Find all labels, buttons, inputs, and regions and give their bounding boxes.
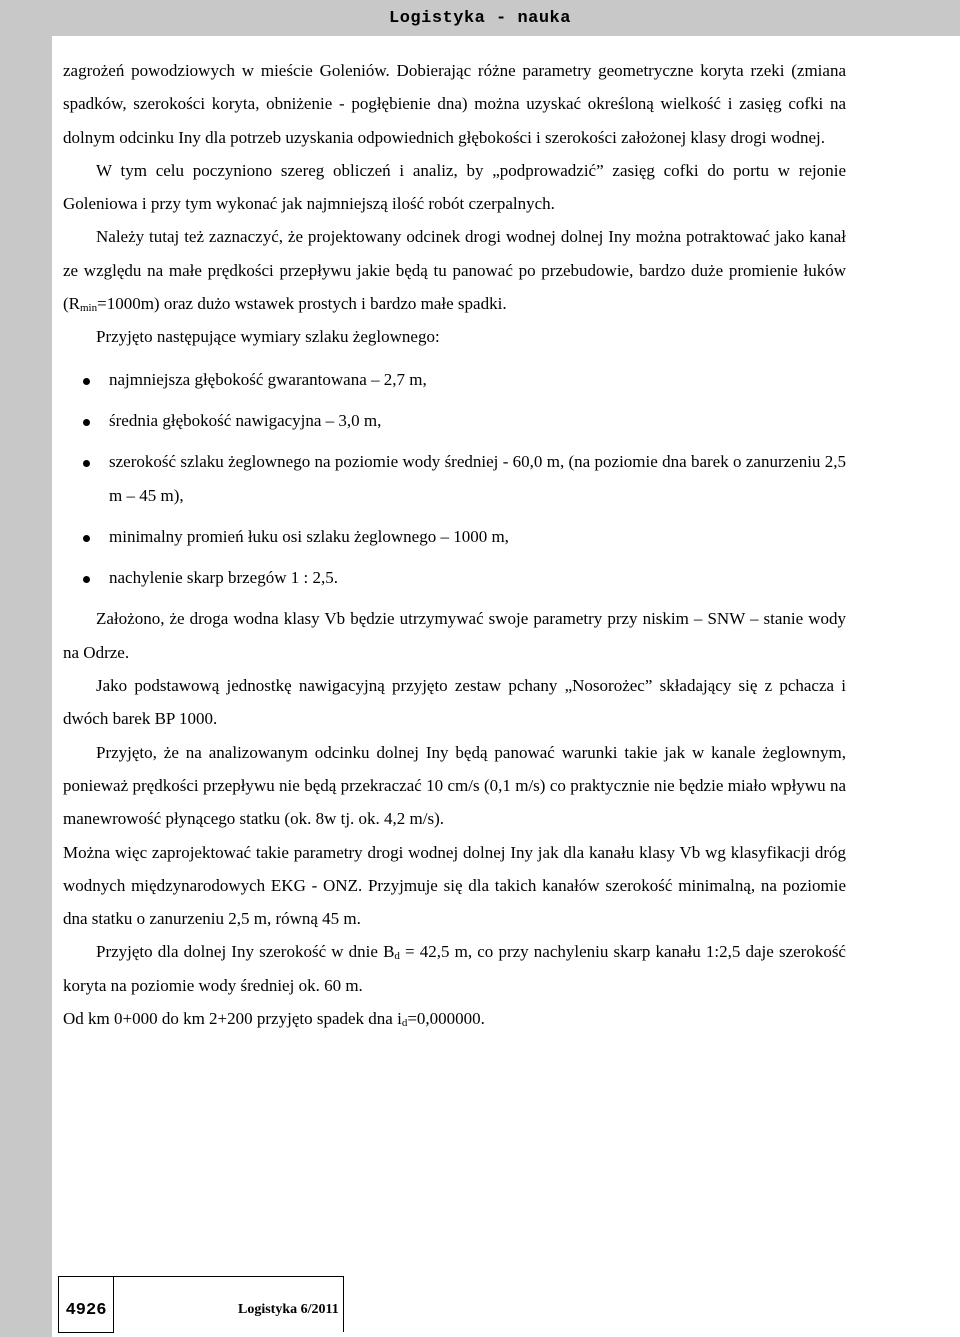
bullet-list xyxy=(63,363,846,595)
bullet-icon xyxy=(83,378,90,385)
paragraph-7: Przyjęto, że na analizowanym odcinku dolnej Iny będą panować warunki takie jak w kanale żeglownym, ponieważ prędkości przepływu nie będą przekraczać 10 cm/s (0,1 m/s) co praktycznie nie będzie miało wpływu na manewrowość płynącego statku (ok. 8w tj. ok. 4,2 m/s). xyxy=(63,742,846,829)
paragraph-6: Jako podstawową jednostkę nawigacyjną przyjęto zestaw pchany „Nosorożec” składający się z pchacza i dwóch barek BP 1000. xyxy=(63,676,846,729)
paragraph-8: Można więc zaprojektować takie parametry drogi wodnej dolnej Iny jak dla kanału klasy Vb wg klasyfikacji dróg wodnych międzynarodowych EKG - ONZ. Przyjmuje się dla takich kanałów szerokość minimalną, na poziomie dna statku o zanurzeniu 2,5 m, równą 45 m. xyxy=(63,842,846,929)
bullet-icon xyxy=(83,576,90,583)
paragraph-5: Założono, że droga wodna klasy Vb będzie utrzymywać swoje parametry przy niskim – SNW – stanie wody na Odrze. xyxy=(63,609,846,662)
paragraph-9 xyxy=(63,935,846,1002)
paragraph-10-text-b: =0,000000. xyxy=(407,1009,485,1029)
page-number: 4926 xyxy=(58,1277,114,1333)
header-title: Logistyka - nauka xyxy=(389,8,571,28)
subscript-d: d xyxy=(394,950,400,963)
paragraph-3-text-a: Należy tutaj też zaznaczyć, że projektowany odcinek drogi wodnej dolnej Iny można potraktować jako kanał ze względu na małe prędkości przepływu jakie będą tu panować po przebudowie, bardzo duże promienie łuków (R xyxy=(63,227,846,314)
paragraph-10 xyxy=(63,1002,846,1035)
running-header xyxy=(0,0,960,36)
paragraph-3 xyxy=(63,220,846,320)
paragraph-3-text-b: =1000m) oraz dużo wstawek prostych i bardzo małe spadki. xyxy=(97,294,507,314)
list-item: szerokość szlaku żeglownego na poziomie wody średniej - 60,0 m, (na poziomie dna barek o zanurzeniu 2,5 m – 45 m), xyxy=(63,445,846,512)
subscript-min: min xyxy=(80,302,98,315)
list-item: minimalny promień łuku osi szlaku żeglownego – 1000 m, xyxy=(63,520,846,553)
list-item: nachylenie skarp brzegów 1 : 2,5. xyxy=(63,561,846,594)
subscript-d: d xyxy=(401,1017,408,1030)
list-item: średnia głębokość nawigacyjna – 3,0 m, xyxy=(63,404,846,437)
paragraph-9-text-b: = 42,5 m, co przy nachyleniu skarp kanału 1:2,5 daje szerokość koryta na poziomie wody średniej ok. 60 m. xyxy=(63,942,846,995)
bullet-icon xyxy=(83,419,90,426)
paragraph-10-text-a: Od km 0+000 do km 2+200 przyjęto spadek dna i xyxy=(63,1009,402,1029)
article-body xyxy=(63,54,846,1035)
paragraph-1: zagrożeń powodziowych w mieście Goleniów. Dobierając różne parametry geometryczne koryta rzeki (zmiana spadków, szerokości koryta, obniżenie - pogłębienie dna) można uzyskać określoną wielkość i zasięg cofki na dolnym odcinku Iny dla potrzeb uzyskania odpowiednich głębokości i szerokości założonej klasy drogi wodnej. xyxy=(63,61,846,147)
bullet-icon xyxy=(83,535,90,542)
page-footer xyxy=(58,1276,344,1332)
bullet-icon xyxy=(83,460,90,467)
journal-name: Logistyka 6/2011 xyxy=(238,1302,339,1317)
paragraph-9-text-a: Przyjęto dla dolnej Iny szerokość w dnie B xyxy=(96,942,395,962)
paragraph-4: Przyjęto następujące wymiary szlaku żeglownego: xyxy=(96,327,440,347)
list-item: najmniejsza głębokość gwarantowana – 2,7 m, xyxy=(63,363,846,396)
paragraph-2: W tym celu poczyniono szereg obliczeń i analiz, by „podprowadzić” zasięg cofki do portu w rejonie Goleniowa i przy tym wykonać jak najmniejszą ilość robót czerpalnych. xyxy=(63,160,846,214)
